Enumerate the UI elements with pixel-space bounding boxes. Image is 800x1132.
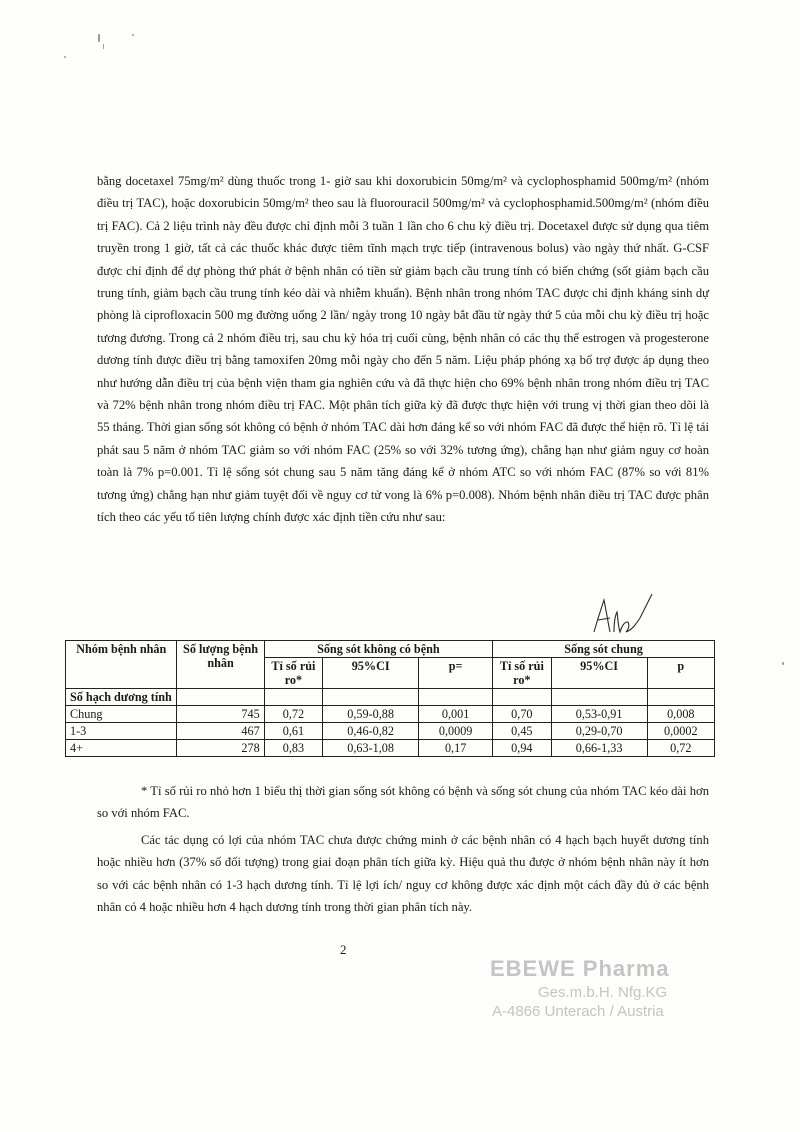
row-n: 278 bbox=[177, 740, 264, 757]
dfs-hr-header: Tỉ số rủi ro* bbox=[264, 658, 322, 689]
row-dfs-hr: 0,83 bbox=[264, 740, 322, 757]
row-os-hr: 0,70 bbox=[493, 706, 551, 723]
row-os-p: 0,0002 bbox=[647, 723, 714, 740]
row-dfs-p: 0,17 bbox=[419, 740, 493, 757]
handwritten-signature bbox=[588, 588, 658, 643]
subgroup-title: Số hạch dương tính bbox=[66, 689, 177, 706]
results-table bbox=[65, 640, 715, 757]
os-header: Sống sót chung bbox=[493, 641, 715, 658]
row-dfs-ci: 0,59-0,88 bbox=[323, 706, 419, 723]
body-paragraph bbox=[97, 170, 709, 529]
row-os-ci: 0,66-1,33 bbox=[551, 740, 647, 757]
row-os-ci: 0,29-0,70 bbox=[551, 723, 647, 740]
table-row bbox=[66, 740, 715, 757]
row-os-p: 0,008 bbox=[647, 706, 714, 723]
table-subgroup-row bbox=[66, 689, 715, 706]
row-n: 745 bbox=[177, 706, 264, 723]
body-paragraph-text: bằng docetaxel 75mg/m² dùng thuốc trong 1- giờ sau khi doxorubicin 50mg/m² và cyclophosphamid 500mg/m² (nhóm điều trị TAC), hoặc doxorubicin 50mg/m² theo sau là fluorouracil 500mg/m² và cyclophosphamid.500mg/m² (nhóm điều trị FAC). Cả 2 liệu trình này đều được chỉ định mỗi 3 tuần 1 lần cho 6 chu kỳ điều trị. Docetaxel được sử dụng qua tiêm truyền trong 1 giờ, tất cả các thuốc khác được tiêm tĩnh mạch trực tiếp (intravenous bolus) vào ngày thứ nhất. G-CSF được chỉ định để dự phòng thứ phát ở bệnh nhân có tiền sử giảm bạch cầu trung tính có biến chứng (sốt giảm bạch cầu trung tính, giảm bạch cầu trung tính kéo dài và nhiễm khuẩn). Bệnh nhân trong nhóm TAC được chỉ định kháng sinh dự phòng là ciprofloxacin 500 mg đường uống 2 lần/ ngày trong 10 ngày bắt đầu từ ngày thứ 5 của mỗi chu kỳ điều trị hoặc tương đương. Trong cả 2 nhóm điều trị, sau chu kỳ hóa trị cuối cùng, bệnh nhân có các thụ thể estrogen và progesterone dương tính được điều trị bằng tamoxifen 20mg mỗi ngày cho đến 5 năm. Liệu pháp phóng xạ bổ trợ được áp dụng theo như hướng dẫn điều trị của bệnh viện tham gia nghiên cứu và đã thực hiện cho 69% bệnh nhân trong nhóm điều trị TAC và 72% bệnh nhân trong nhóm điều trị FAC. Một phân tích giữa kỳ đã được thực hiện với trung vị thời gian theo dõi là 55 tháng. Thời gian sống sót không có bệnh ở nhóm TAC dài hơn đáng kể so với nhóm FAC đã được thể hiện rõ. Tỉ lệ tái phát sau 5 năm ở nhóm TAC giảm so với nhóm FAC (25% so với 32% tương ứng), chẳng hạn như giảm nguy cơ hoàn toàn là 7% p=0.001. Tỉ lệ sống sót chung sau 5 năm tăng đáng kể ở nhóm ATC so với nhóm FAC (87% so với 81% tương ứng) chẳng hạn như giảm tuyệt đối về nguy cơ tử vong là 6% p=0.008). Nhóm bệnh nhân điều trị TAC được phân tích theo các yếu tố tiên lượng chính được xác định tiền cứu như sau: bbox=[97, 174, 709, 525]
row-dfs-ci: 0,63-1,08 bbox=[323, 740, 419, 757]
row-dfs-hr: 0,61 bbox=[264, 723, 322, 740]
row-dfs-p: 0,001 bbox=[419, 706, 493, 723]
table-row bbox=[66, 706, 715, 723]
page-number: 2 bbox=[340, 942, 347, 957]
os-p-header: p bbox=[647, 658, 714, 689]
col-count-header: Số lượng bệnh nhân bbox=[177, 641, 264, 689]
row-os-hr: 0,94 bbox=[493, 740, 551, 757]
company-stamp bbox=[490, 956, 680, 1020]
os-ci-header: 95%CI bbox=[551, 658, 647, 689]
row-os-p: 0,72 bbox=[647, 740, 714, 757]
table-header-row bbox=[66, 641, 715, 658]
table-row bbox=[66, 723, 715, 740]
dfs-p-header: p= bbox=[419, 658, 493, 689]
dfs-header: Sống sót không có bệnh bbox=[264, 641, 492, 658]
row-n: 467 bbox=[177, 723, 264, 740]
closing-paragraph: Các tác dụng có lợi của nhóm TAC chưa được chứng minh ở các bệnh nhân có 4 hạch bạch huyết dương tính hoặc nhiều hơn (37% số đối tượng) trong giai đoạn phân tích giữa kỳ. Hiệu quả thu được ở nhóm bệnh nhân này ít hơn so với các bệnh nhân có 1-3 hạch dương tính. Tỉ lệ lợi ích/ nguy cơ không được xác định một cách đầy đủ ở các bệnh nhân có 4 hoặc nhiều hơn 4 hạch dương tính trong thời gian phân tích này. bbox=[97, 832, 709, 915]
row-os-hr: 0,45 bbox=[493, 723, 551, 740]
row-dfs-p: 0,0009 bbox=[419, 723, 493, 740]
os-hr-header: Tỉ số rủi ro* bbox=[493, 658, 551, 689]
stamp-line-1: EBEWE Pharma bbox=[490, 956, 670, 981]
stamp-line-2: Ges.m.b.H. Nfg.KG bbox=[538, 984, 668, 1001]
row-dfs-hr: 0,72 bbox=[264, 706, 322, 723]
dfs-ci-header: 95%CI bbox=[323, 658, 419, 689]
footnote-section bbox=[97, 780, 709, 918]
row-group: Chung bbox=[66, 706, 177, 723]
row-dfs-ci: 0,46-0,82 bbox=[323, 723, 419, 740]
table-footnote: * Tỉ số rủi ro nhỏ hơn 1 biểu thị thời gian sống sót không có bệnh và sống sót chung của nhóm TAC kéo dài hơn so với nhóm FAC. bbox=[97, 784, 709, 821]
row-group: 1-3 bbox=[66, 723, 177, 740]
row-group: 4+ bbox=[66, 740, 177, 757]
stamp-line-3: A-4866 Unterach / Austria bbox=[492, 1003, 664, 1020]
row-os-ci: 0,53-0,91 bbox=[551, 706, 647, 723]
col-group-header: Nhóm bệnh nhân bbox=[66, 641, 177, 689]
